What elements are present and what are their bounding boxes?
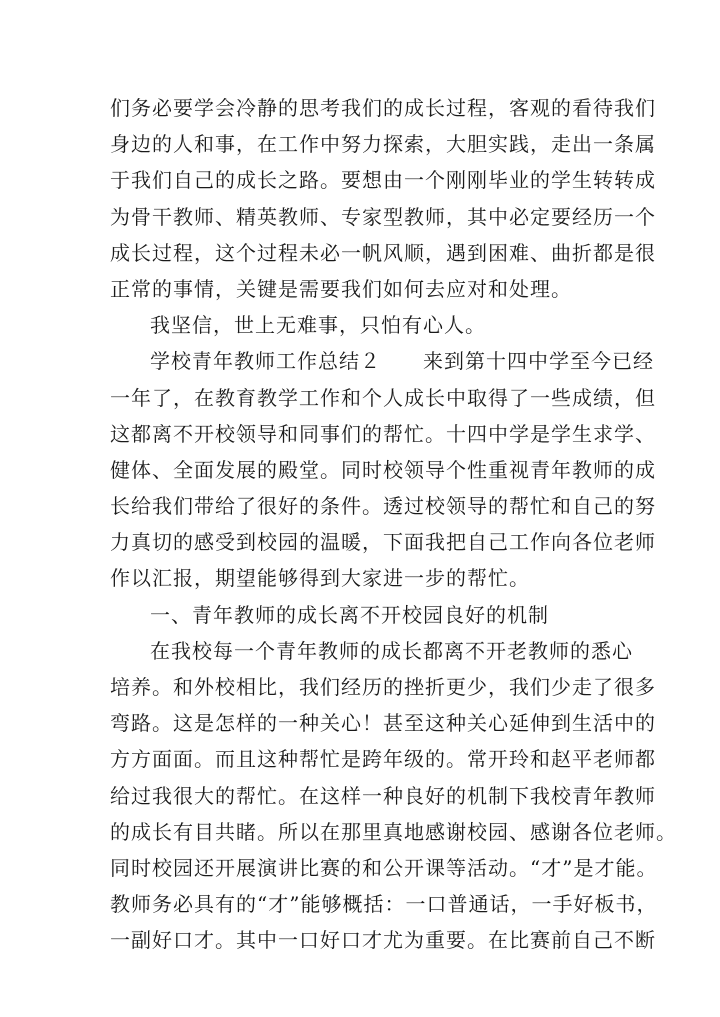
text-line: 力真切的感受到校园的温暖，下面我把自己工作向各位老师 bbox=[110, 530, 656, 555]
section-heading: 一、青年教师的成长离不开校园良好的机制 bbox=[150, 602, 549, 627]
text-line: 给过我很大的帮忙。在这样一种良好的机制下我校青年教师 bbox=[110, 783, 656, 808]
text-line: 为骨干教师、精英教师、专家型教师，其中必定要经历一个 bbox=[110, 204, 656, 229]
text-line: 培养。和外校相比，我们经历的挫折更少，我们少走了很多 bbox=[110, 675, 656, 699]
text-line: 们务必要学会冷静的思考我们的成长过程，客观的看待我们 bbox=[110, 96, 656, 120]
text-line: 教师务必具有的“才”能够概括：一口普通话，一手好板书， bbox=[110, 892, 658, 917]
text-line: 健体、全面发展的殿堂。同时校领导个性重视青年教师的成 bbox=[110, 457, 656, 482]
text-line: 一年了，在教育教学工作和个人成长中取得了一些成绩，但 bbox=[110, 385, 656, 410]
paragraph-line: 我坚信，世上无难事，只怕有心人。 bbox=[150, 313, 486, 338]
section-title-line: 学校青年教师工作总结２ 来到第十四中学至今已经 bbox=[150, 349, 654, 374]
text-line: 于我们自己的成长之路。要想由一个刚刚毕业的学生转转成 bbox=[110, 168, 656, 193]
text-line: 身边的人和事，在工作中努力探索，大胆实践，走出一条属 bbox=[110, 132, 656, 157]
text-line: 一副好口才。其中一口好口才尤为重要。在比赛前自己不断 bbox=[110, 928, 656, 953]
text-line: 方方面面。而且这种帮忙是跨年级的。常开玲和赵平老师都 bbox=[110, 747, 656, 772]
text-line: 这都离不开校领导和同事们的帮忙。十四中学是学生求学、 bbox=[110, 421, 656, 446]
text-line: 成长过程，这个过程未必一帆风顺，遇到困难、曲折都是很 bbox=[110, 240, 656, 265]
text-line: 正常的事情，关键是需要我们如何去应对和处理。 bbox=[110, 276, 572, 301]
paragraph-line: 在我校每一个青年教师的成长都离不开老教师的悉心 bbox=[150, 638, 633, 663]
text-line: 的成长有目共睹。所以在那里真地感谢校园、感谢各位老师。 bbox=[110, 819, 677, 844]
text-line: 同时校园还开展演讲比赛的和公开课等活动。“才”是才能。 bbox=[110, 855, 658, 880]
text-line: 长给我们带给了很好的条件。透过校领导的帮忙和自己的努 bbox=[110, 494, 656, 519]
text-line: 作以汇报，期望能够得到大家进一步的帮忙。 bbox=[110, 566, 530, 591]
body-text bbox=[110, 90, 677, 959]
text-line: 弯路。这是怎样的一种关心！甚至这种关心延伸到生活中的 bbox=[110, 711, 656, 736]
